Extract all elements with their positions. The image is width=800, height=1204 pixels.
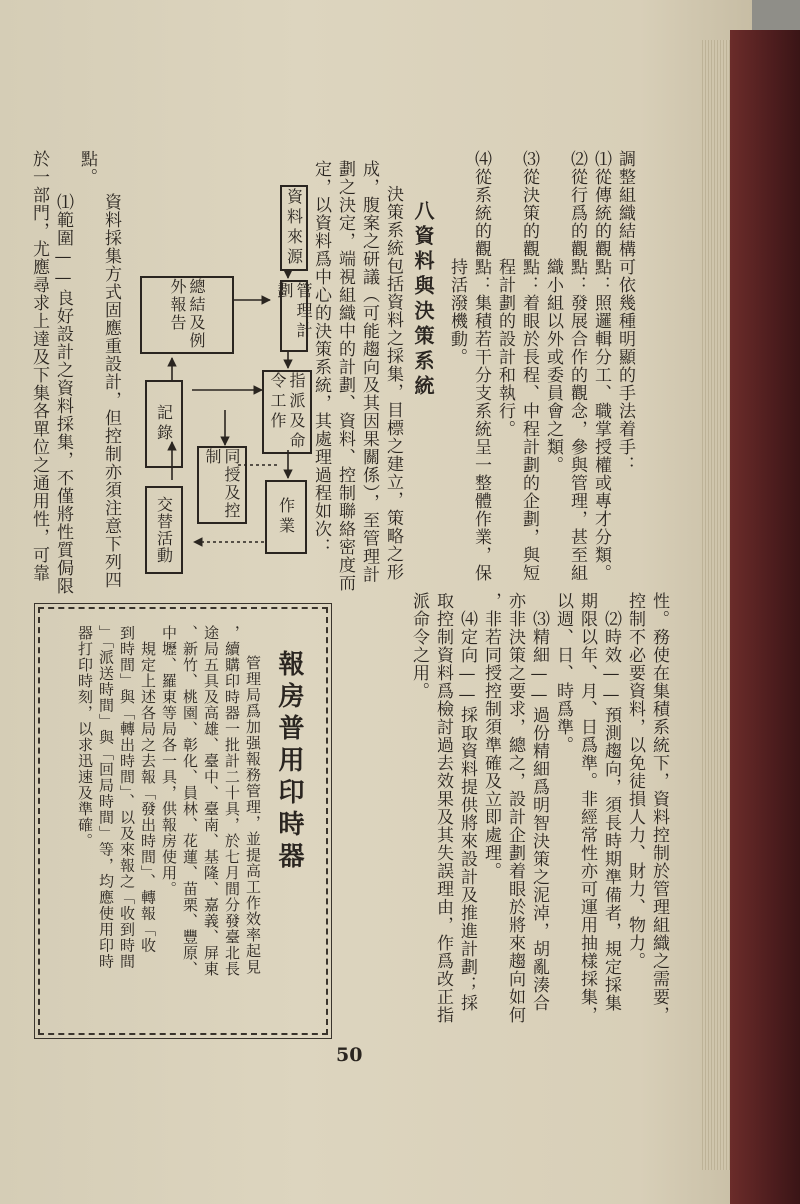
text-column: 派命令之用。 <box>409 592 429 700</box>
page-edges <box>700 40 730 1170</box>
text-column: ⑶從決策的觀點：着眼於長程、中程計劃的企劃，與短 <box>519 150 539 582</box>
boxed-article-column: 管理局爲加强報務管理，並提高工作效率起見 <box>244 655 262 975</box>
text-column: 資料採集方式固應重設計，但控制亦須注意下列四 <box>101 175 121 589</box>
diagram-node-operation: 作業 <box>265 480 307 554</box>
text-column: 性。務使在集積系統下，資料控制於管理組織之需要， <box>649 592 669 1024</box>
text-column: 調整組織結構可依幾種明顯的手法着手： <box>615 150 635 474</box>
boxed-article-column: 、新竹、桃園、彰化、員林、花蓮、苗栗、豐原、 <box>181 625 199 977</box>
boxed-article-column: ，續購印時器一批計二十具，於七月間分發臺北長 <box>223 625 241 977</box>
text-column: ⑶精細——過份精細爲明智決策之泥淖，胡亂湊合 <box>529 592 549 1012</box>
boxed-article-column: 規定上述各局之去報「發出時間」、轉報「收 <box>139 625 157 954</box>
text-column: 劃之決定，端視組織中的計劃、資料、控制聯絡密度而 <box>335 160 355 592</box>
boxed-article-column: 途局五具及高雄、臺中、臺南、基隆、嘉義、屏東 <box>202 625 220 977</box>
text-column: 以週、日、時爲準。 <box>553 592 573 754</box>
boxed-article-column: 到時間」與「轉出時間」、以及來報之「收到時間 <box>118 625 136 970</box>
text-column: ⑵時效——預測趨向，須長時期準備者，規定採集 <box>601 592 621 1012</box>
diagram-node-management-plan: 管理計劃 <box>280 280 308 352</box>
book-cover <box>730 30 800 1204</box>
text-column: ⑷定向——採取資料提供將來設計及推進計劃；採 <box>457 592 477 1012</box>
boxed-article-column: 中壢、羅東等局各一具，供報房使用。 <box>160 625 178 897</box>
text-column: 織小組以外或委員會之類。 <box>543 150 563 474</box>
diagram-node-summary-report: 總結及例外報告 <box>140 276 234 354</box>
page-number: 50 <box>336 1044 363 1066</box>
boxed-article-column: 器打印時刻，以求迅速及準確。 <box>76 625 94 849</box>
text-column: 亦非決策之要求，總之，設計企劃着眼於將來趨向如何 <box>505 592 525 1024</box>
text-column: 程計劃的設計和執行。 <box>495 150 515 438</box>
text-column: ⑴範圍——良好設計之資料採集，不僅將性質侷限 <box>53 175 73 595</box>
text-column: 於一部門，尤應尋求上達及下集各單位之通用性，可靠 <box>29 150 49 582</box>
text-column: 持活潑機動。 <box>447 150 467 366</box>
diagram-node-authorize-control: 同授及控制 <box>197 446 247 524</box>
section-heading: 八資料與決策系統 <box>411 200 435 400</box>
text-column: ⑵從行爲的觀點：發展合作的觀念，參與管理，甚至組 <box>567 150 587 582</box>
diagram-node-record: 記錄 <box>145 380 183 468</box>
text-column: 取控制資料爲檢討過去效果及其失誤理由，作爲改正指 <box>433 592 453 1024</box>
text-column: ⑷從系統的觀點：集積若干分支系統呈一整體作業，保 <box>471 150 491 582</box>
text-column: 決策系統包括資料之採集，目標之建立，策略之形 <box>383 185 403 581</box>
text-column: 期限以年、月、日爲準。非經常性亦可運用抽樣採集， <box>577 592 597 1024</box>
text-column: 成，腹案之研議（可能趨向及其因果關係），至管理計 <box>359 160 379 584</box>
text-column: ⑴從傳統的觀點：照邏輯分工、職掌授權或專才分類。 <box>591 150 611 582</box>
diagram-node-data-source: 資料來源 <box>280 185 308 271</box>
text-column: 控制不必要資料，以免徒損人力、財力、物力。 <box>625 592 645 970</box>
text-column: 定，以資料爲中心的決策系統，其處理過程如次： <box>311 160 331 556</box>
boxed-article-column: 」「派送時間」與「回局時間」等，均應使用印時 <box>97 625 115 970</box>
boxed-article-title: 報房普用印時器 <box>274 650 304 874</box>
diagram-node-alternate-activity: 交替活動 <box>145 486 183 574</box>
text-column: ，非若同授控制須準確及立即處理。 <box>481 592 501 880</box>
text-column: 點。 <box>77 150 97 186</box>
diagram-node-dispatch-command: 指派及命令工作 <box>262 370 312 454</box>
